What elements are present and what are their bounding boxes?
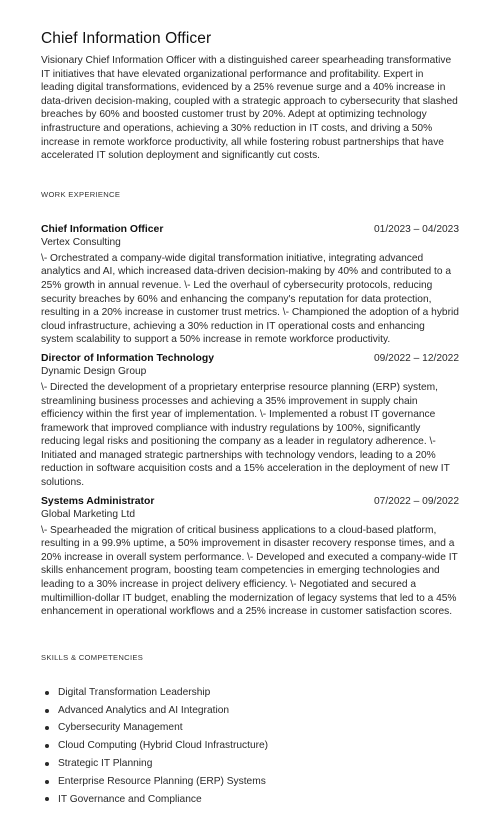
- job-title: Systems Administrator: [41, 495, 155, 507]
- bullet-icon: [45, 780, 49, 784]
- bullet-icon: [45, 709, 49, 713]
- work-experience-heading: WORK EXPERIENCE: [41, 189, 121, 199]
- skill-item: [45, 684, 459, 702]
- job-description: \- Spearheaded the migration of critical business applications to a cloud-based platform, resulting in a 99.9% uptime, a 50% improvement in disaster recovery response times, and a 20% increase in overall system performance. \- Developed and executed a company-wide IT skills enhancement program, boosting team competencies in emerging technologies and leading to a 30% increase in project delivery efficiency. \- Negotiated and secured a multimillion-dollar IT budget, enabling the modernization of legacy systems that led to a 45% enhancement in operational workflows and a 25% increase in customer satisfaction scores.: [41, 524, 458, 618]
- job-dates: 07/2022 – 09/2022: [374, 495, 459, 507]
- skill-item: [45, 773, 459, 791]
- skill-label: Cybersecurity Management: [58, 722, 183, 734]
- job-header: [41, 353, 459, 364]
- job-title: Chief Information Officer: [41, 223, 164, 235]
- skill-item: [45, 755, 459, 773]
- job-company: Global Marketing Ltd: [41, 508, 136, 520]
- bullet-icon: [45, 762, 49, 766]
- skill-label: IT Governance and Compliance: [58, 793, 202, 805]
- job-company: Vertex Consulting: [41, 236, 121, 248]
- job-dates: 09/2022 – 12/2022: [374, 352, 459, 364]
- skill-label: Cloud Computing (Hybrid Cloud Infrastructure): [58, 740, 269, 752]
- bullet-icon: [45, 797, 49, 801]
- bullet-icon: [45, 691, 49, 695]
- job-dates: 01/2023 – 04/2023: [374, 223, 459, 235]
- bullet-icon: [45, 726, 49, 730]
- job-header: [41, 496, 459, 507]
- resume-title: Chief Information Officer: [41, 30, 212, 47]
- job-description: \- Directed the development of a proprietary enterprise resource planning (ERP) system, streamlining business processes and achieving a 35% improvement in supply chain efficiency within the first year of implementation. \- Implemented a robust IT governance framework that improved compliance with industry regulations by 100%, significantly reducing legal risks and positioning the company as a leader in regulatory adherence. \- Initiated and managed strategic partnerships with technology vendors, leading to a 20% reduction in software acquisition costs and a 15% acceleration in the deployment of new IT solutions.: [41, 381, 450, 489]
- professional-summary: Visionary Chief Information Officer with a distinguished career spearheading transformative IT initiatives that have elevated organizational performance and profitability. Expert in leading digital transformations, evidenced by a 25% revenue surge and a 40% increase in data-driven decision-making, coupled with a strategic approach to cybersecurity that slashed breaches by 60% and boosted customer trust by 20%. Adept at optimizing technology infrastructure and operations, achieving a 30% reduction in IT costs, and driving a 50% increase in remote workforce productivity, all while fostering robust partnerships that have accelerated IT solution deployment and significantly cut costs.: [41, 55, 458, 162]
- skill-item: [45, 737, 459, 755]
- skill-item: [45, 791, 459, 809]
- skill-label: Enterprise Resource Planning (ERP) Systems: [58, 775, 266, 787]
- skill-label: Digital Transformation Leadership: [58, 686, 211, 698]
- skills-list: [41, 684, 459, 809]
- job-entry: [41, 224, 459, 347]
- skill-item: [45, 719, 459, 737]
- job-entry: [41, 353, 459, 490]
- bullet-icon: [45, 744, 49, 748]
- job-company: Dynamic Design Group: [41, 365, 147, 377]
- job-description: \- Orchestrated a company-wide digital transformation initiative, integrating advanced analytics and AI, which increased data-driven decision-making by 40% and contributed to a 25% growth in annual revenue. \- Led the overhaul of cybersecurity protocols, reducing security breaches by 60% and enhancing the company's reputation for data protection, resulting in a 20% increase in customer trust metrics. \- Championed the adoption of a hybrid cloud infrastructure, achieving a 30% reduction in IT operational costs and enhancing system scalability to support a 50% increase in remote workforce productivity.: [41, 252, 459, 346]
- job-title: Director of Information Technology: [41, 352, 214, 364]
- job-entry: [41, 496, 459, 619]
- skills-heading: SKILLS & COMPETENCIES: [41, 652, 144, 662]
- skill-label: Strategic IT Planning: [58, 758, 153, 769]
- job-header: [41, 224, 459, 235]
- skill-label: Advanced Analytics and AI Integration: [58, 704, 230, 716]
- skill-item: [45, 702, 459, 720]
